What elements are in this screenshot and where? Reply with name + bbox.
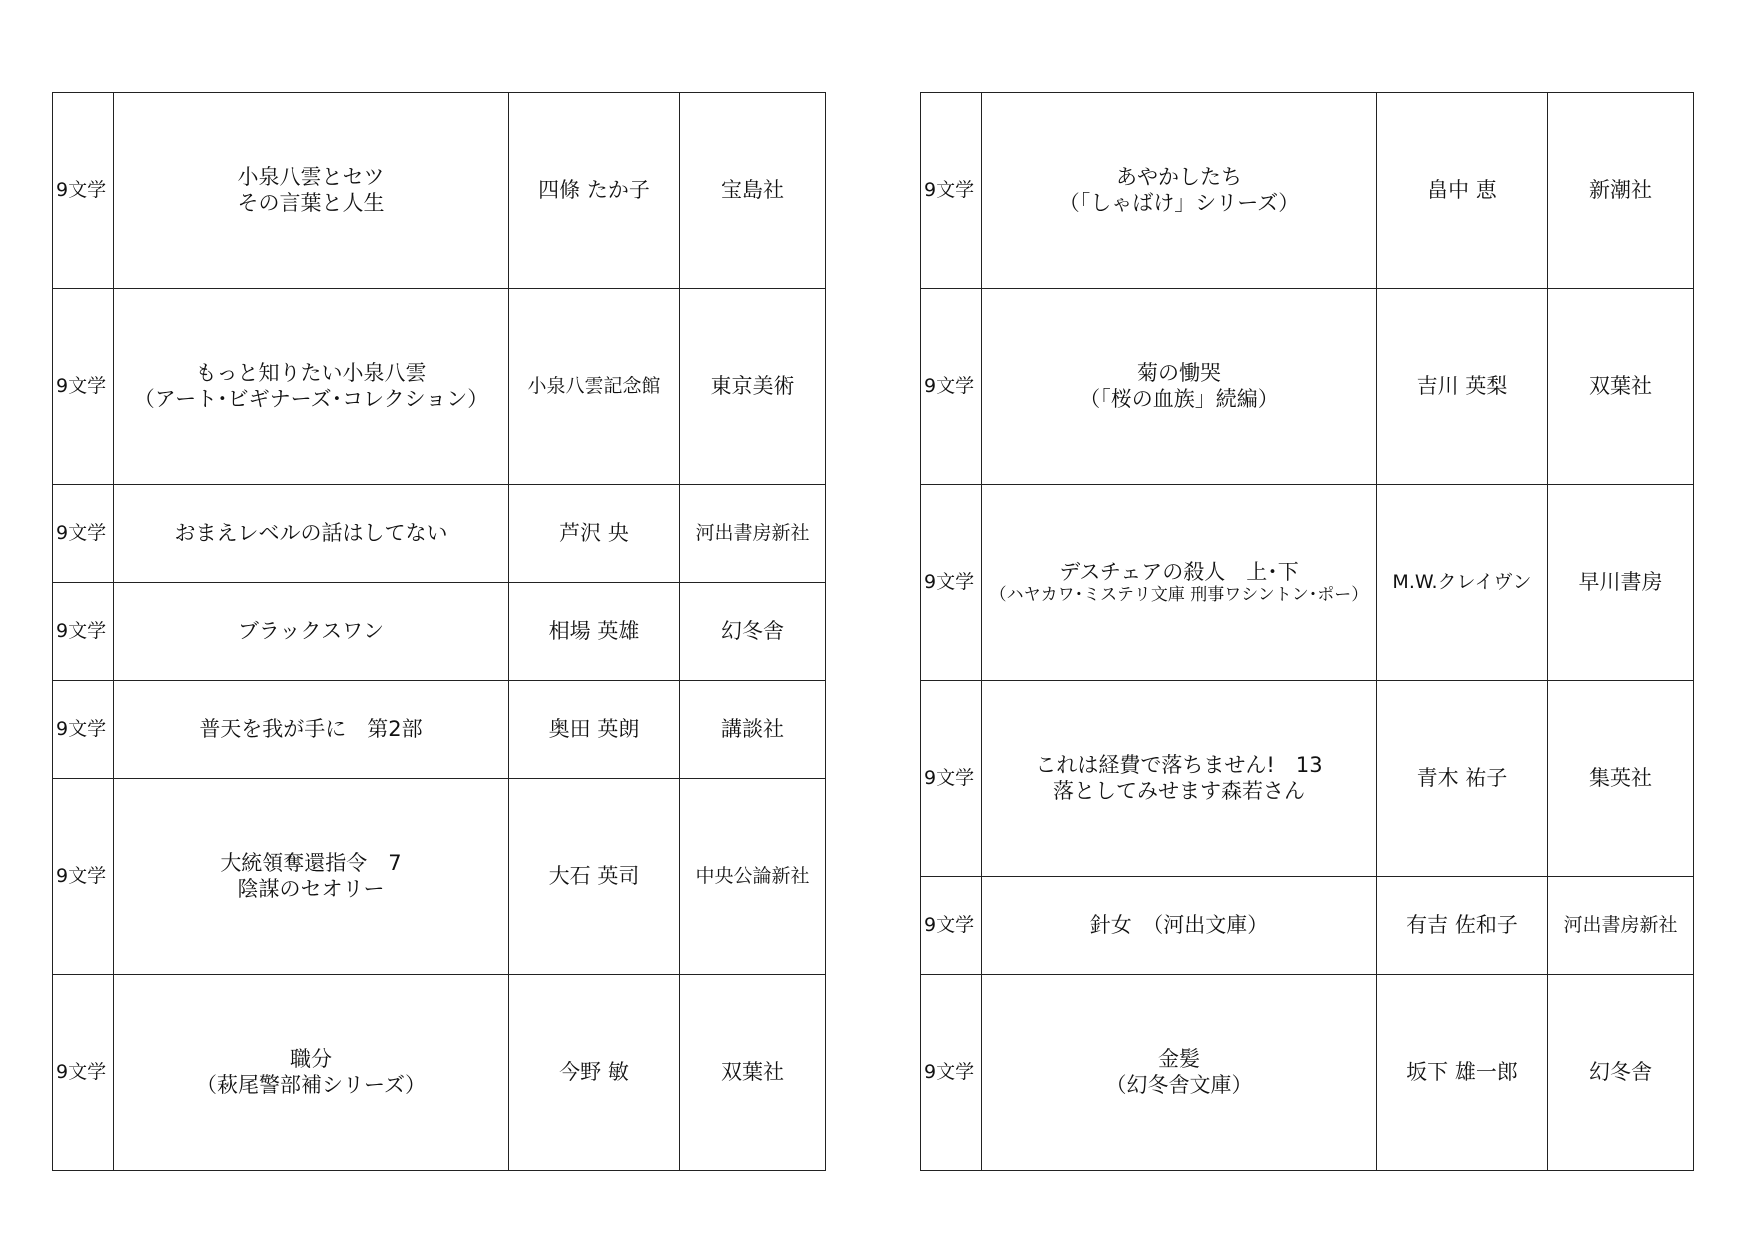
publisher-cell: 東京美術 [680,289,826,485]
publisher-cell: 中央公論新社 [680,779,826,975]
category-cell: 9文学 [53,681,114,779]
title-line: おまえレベルの話はしてない [174,520,448,545]
category-cell: 9文学 [53,93,114,289]
table-row [53,289,826,485]
category-cell: 9文学 [921,975,982,1171]
title-line: 落としてみせます森若さん [1053,778,1305,803]
book-list-table-right [920,92,1694,1171]
title-line: （幻冬舎文庫） [1105,1072,1253,1097]
publisher-cell: 幻冬舎 [680,583,826,681]
book-list-table-left [52,92,826,1171]
category-cell: 9文学 [53,289,114,485]
publisher-cell: 双葉社 [1548,289,1694,485]
title-line: 小泉八雲とセツ [237,165,385,190]
title-line: 大統領奪還指令 7 [220,851,402,876]
author-cell: 相場 英雄 [509,583,680,681]
category-cell: 9文学 [921,93,982,289]
title-cell [114,289,509,485]
title-cell [114,583,509,681]
publisher-cell: 講談社 [680,681,826,779]
title-cell [114,93,509,289]
category-cell: 9文学 [921,877,982,975]
author-cell: 奥田 英朗 [509,681,680,779]
author-cell: 有吉 佐和子 [1377,877,1548,975]
title-line: あやかしたち [1116,165,1242,190]
title-cell [114,975,509,1171]
title-line: 金髪 [1158,1047,1200,1072]
table-row [921,877,1694,975]
title-cell [982,975,1377,1171]
category-cell: 9文学 [921,485,982,681]
title-line: 針女 （河出文庫） [1089,912,1269,937]
publisher-cell: 双葉社 [680,975,826,1171]
author-cell: M.W.クレイヴン [1377,485,1548,681]
title-cell [114,681,509,779]
title-line: その言葉と人生 [237,190,385,215]
title-line: 陰謀のセオリー [237,876,385,901]
publisher-cell: 宝島社 [680,93,826,289]
category-cell: 9文学 [921,681,982,877]
title-cell [982,681,1377,877]
title-line: （「しゃばけ」シリーズ） [1058,190,1300,215]
title-line: （「桜の血族」続編） [1079,386,1279,411]
author-cell: 青木 祐子 [1377,681,1548,877]
author-cell: 今野 敏 [509,975,680,1171]
category-cell: 9文学 [921,289,982,485]
author-cell: 四條 たか子 [509,93,680,289]
publisher-cell: 新潮社 [1548,93,1694,289]
title-cell [982,485,1377,681]
title-line: （萩尾警部補シリーズ） [196,1072,426,1097]
category-cell: 9文学 [53,485,114,583]
author-cell: 坂下 雄一郎 [1377,975,1548,1171]
publisher-cell: 幻冬舎 [1548,975,1694,1171]
table-row [53,485,826,583]
author-cell: 畠中 恵 [1377,93,1548,289]
table-row [53,583,826,681]
title-cell [982,877,1377,975]
table-row [921,485,1694,681]
table-row [53,975,826,1171]
title-cell [114,779,509,975]
table-row [921,289,1694,485]
table-row [921,681,1694,877]
table-row [53,779,826,975]
table-row [921,93,1694,289]
table-row [53,93,826,289]
title-cell [114,485,509,583]
author-cell: 小泉八雲記念館 [509,289,680,485]
author-cell: 芦沢 央 [509,485,680,583]
title-line: もっと知りたい小泉八雲 [195,361,427,386]
title-cell [982,289,1377,485]
title-line: （アート･ビギナーズ･コレクション） [133,386,489,411]
title-line: 菊の慟哭 [1137,361,1221,386]
title-cell [982,93,1377,289]
publisher-cell: 河出書房新社 [1548,877,1694,975]
category-cell: 9文学 [53,975,114,1171]
table-row [921,975,1694,1171]
title-line: 職分 [290,1047,332,1072]
title-line: 普天を我が手に 第2部 [199,716,423,741]
publisher-cell: 河出書房新社 [680,485,826,583]
title-line: これは経費で落ちません! 13 [1035,753,1323,778]
publisher-cell: 早川書房 [1548,485,1694,681]
category-cell: 9文学 [53,779,114,975]
author-cell: 大石 英司 [509,779,680,975]
table-row [53,681,826,779]
title-line: デスチェアの殺人 上･下 [1059,559,1299,584]
publisher-cell: 集英社 [1548,681,1694,877]
category-cell: 9文学 [53,583,114,681]
author-cell: 吉川 英梨 [1377,289,1548,485]
title-line: （ハヤカワ･ミステリ文庫 刑事ワシントン･ポー） [989,584,1369,605]
title-line: ブラックスワン [237,618,385,643]
